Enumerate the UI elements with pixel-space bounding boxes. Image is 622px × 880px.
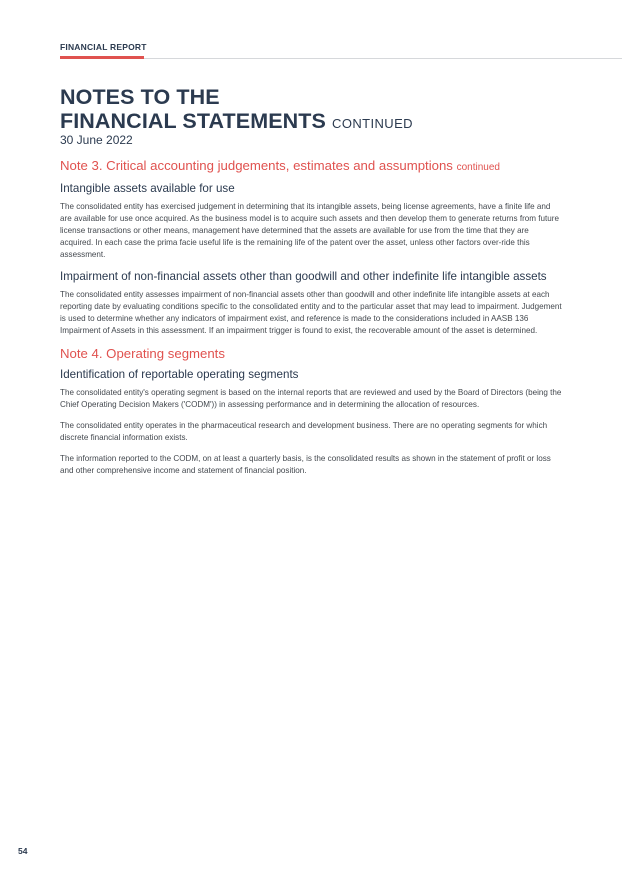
note3-section1-heading: Intangible assets available for use <box>60 182 235 195</box>
note4-paragraph-3: The information reported to the CODM, on at least a quarterly basis, is the consolidated results as shown in the statement of profit or loss and other comprehensive income and statement of financial position. <box>60 454 551 475</box>
note4-paragraph-1: The consolidated entity's operating segment is based on the internal reports that are reviewed and used by the Board of Directors (being the Chief Operating Decision Makers ('CODM')) in assessing performance and in determining the allocation of resources. <box>60 388 562 409</box>
page-title-line2-text: FINANCIAL STATEMENTS <box>60 108 326 133</box>
note3-section2-paragraph: The consolidated entity assesses impairment of non-financial assets other than goodwill and other indefinite life intangible assets at each reporting date by evaluating conditions specific to the consolidated entity and to the particular asset that may lead to impairment. Judgement is used to determine whether any indicators of impairment exist, and reference is made to the considerations included in AASB 136 Impairment of Assets in this assessment. If an impairment trigger is found to exist, the recoverable amount of the asset is determined. <box>60 290 562 335</box>
header-rule <box>60 58 622 59</box>
note3-section1-paragraph: The consolidated entity has exercised judgement in determining that its intangible assets, being license agreements, have a finite life and are available for use once acquired. As the business model is to acquire such assets and then develop them to generate returns from future license transactions or other means, management have determined that the assets are available for use from the time that they are acquired. In each case the prima facie useful life is the remaining life of the patent over the asset, unless other factors over-ride this assessment. <box>60 202 559 259</box>
note3-continued: continued <box>456 162 500 173</box>
note3-heading-text: Note 3. Critical accounting judgements, estimates and assumptions <box>60 158 453 173</box>
page-date: 30 June 2022 <box>60 133 133 147</box>
note4-heading: Note 4. Operating segments <box>60 346 225 361</box>
page-title-line1: NOTES TO THE <box>60 85 220 109</box>
note3-heading <box>60 158 564 176</box>
page-title <box>60 86 413 135</box>
section-label: FINANCIAL REPORT <box>60 42 147 52</box>
note4-section1-heading: Identification of reportable operating segments <box>60 368 299 381</box>
page-title-continued: CONTINUED <box>332 115 413 131</box>
header-accent-bar <box>60 56 144 59</box>
content-body <box>60 158 564 486</box>
note3-section2-heading: Impairment of non-financial assets other than goodwill and other indefinite life intangible assets <box>60 270 547 283</box>
page-number: 54 <box>18 846 28 856</box>
note4-paragraph-2: The consolidated entity operates in the pharmaceutical research and development business. There are no operating segments for which discrete financial information exists. <box>60 421 548 442</box>
page-title-line2 <box>60 110 413 136</box>
